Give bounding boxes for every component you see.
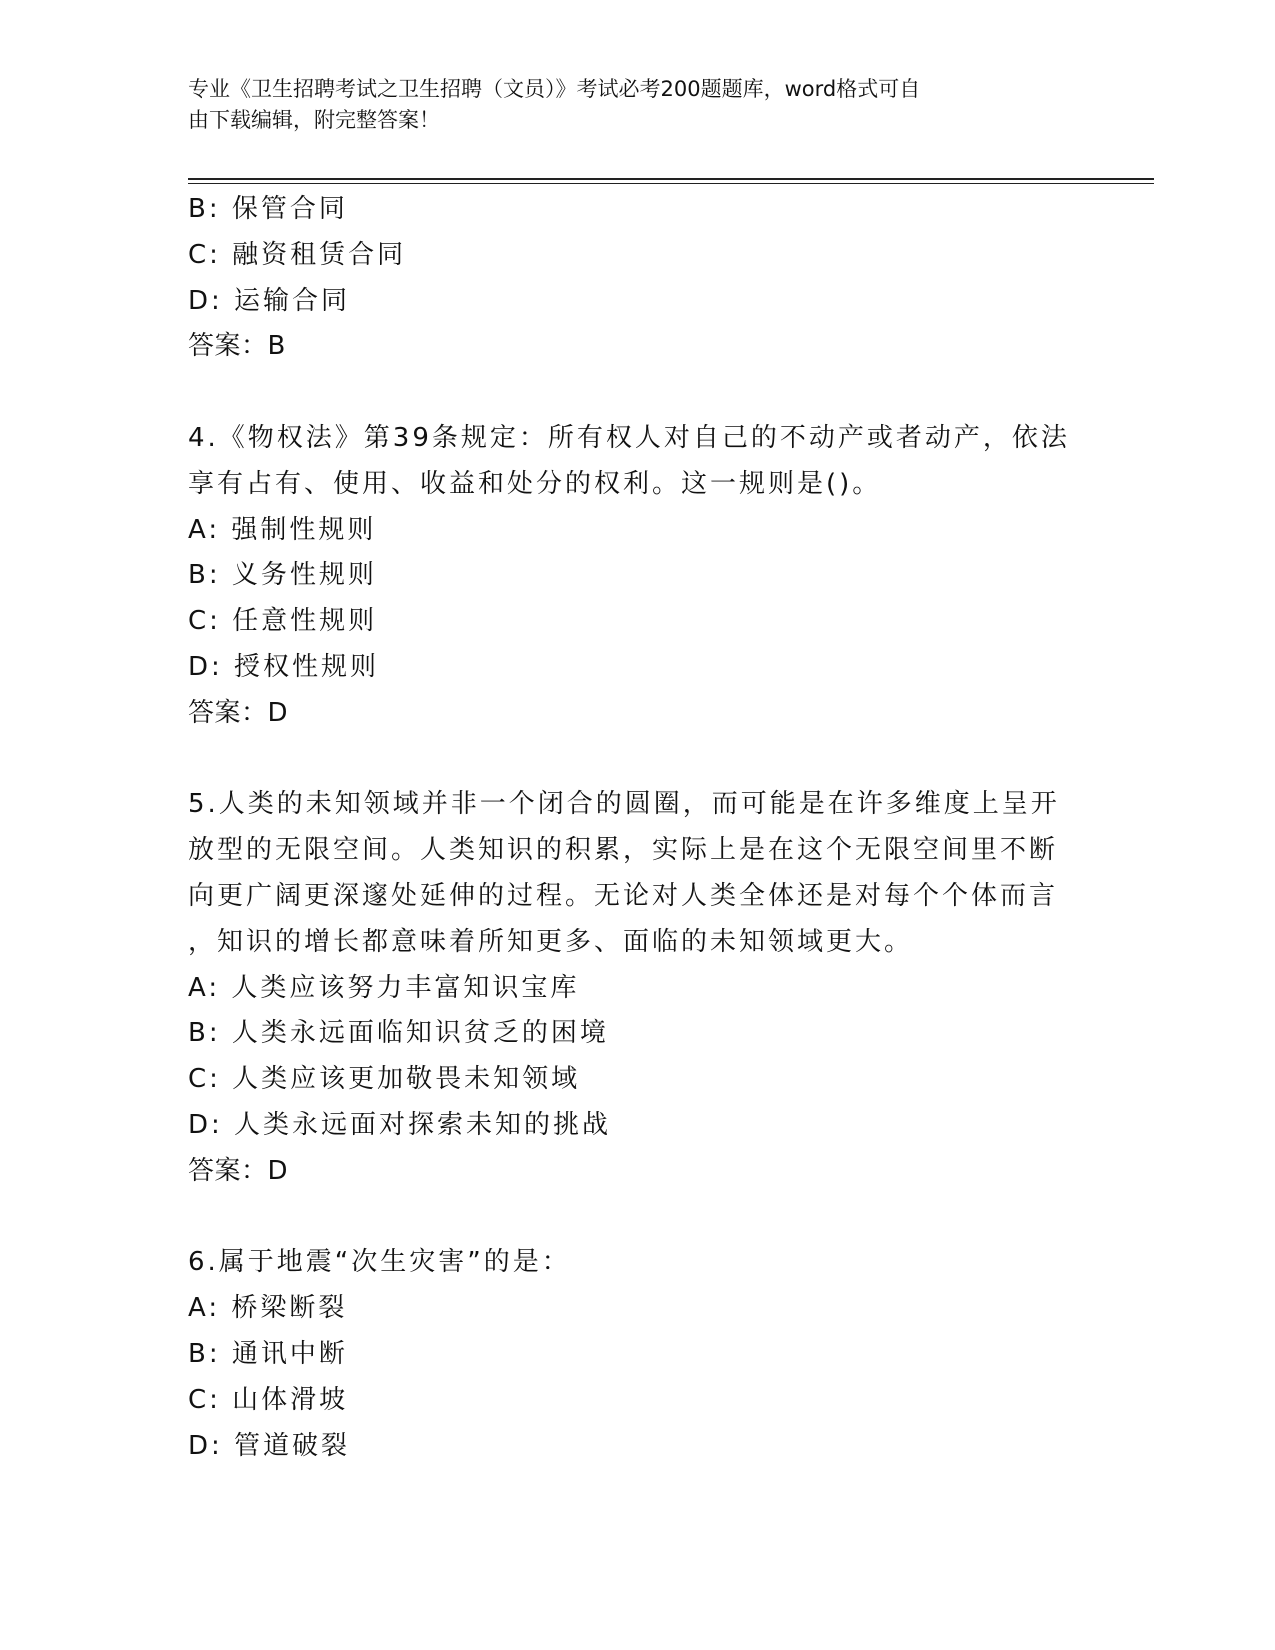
question-text-line: 6.属于地震“次生灾害”的是： [188, 1247, 571, 1278]
option-b: B: 保管合同 [188, 194, 348, 224]
header-rule-thin [188, 183, 1154, 184]
prev-question [188, 187, 1088, 370]
answer: 答案：D [188, 1155, 289, 1186]
spacer [188, 737, 1088, 783]
answer: 答案：B [188, 331, 286, 362]
question-text-line: 5.人类的未知领域并非一个闭合的圆圈，而可能是在许多维度上呈开 [188, 789, 1060, 820]
option-b: B: 人类永远面临知识贫乏的困境 [188, 1018, 609, 1049]
question-6 [188, 1240, 1088, 1469]
document-header [188, 74, 1068, 136]
option-a: A: 人类应该努力丰富知识宝库 [188, 972, 580, 1003]
question-4 [188, 416, 1088, 737]
option-b: B: 义务性规则 [188, 560, 377, 591]
question-text-line: ，知识的增长都意味着所知更多、面临的未知领域更大。 [188, 926, 914, 957]
spacer [188, 370, 1088, 416]
option-d: D: 授权性规则 [188, 651, 380, 682]
option-c: C: 人类应该更加敬畏未知领域 [188, 1064, 581, 1095]
question-text-line: 4.《物权法》第39条规定：所有权人对自己的不动产或者动产，依法 [188, 422, 1070, 453]
option-c: C: 融资租赁合同 [188, 239, 407, 270]
header-rule-thick [188, 178, 1154, 180]
option-a: A: 桥梁断裂 [188, 1293, 348, 1324]
question-text-line: 向更广阔更深邃处延伸的过程。无论对人类全体还是对每个个体而言 [188, 880, 1059, 911]
question-text-line: 享有占有、使用、收益和处分的权利。这一规则是()。 [188, 468, 882, 499]
option-d: D: 管道破裂 [188, 1430, 351, 1461]
option-a: A: 强制性规则 [188, 514, 377, 545]
option-c: C: 任意性规则 [188, 606, 378, 637]
option-d: D: 运输合同 [188, 285, 351, 316]
answer: 答案：D [188, 697, 289, 728]
header-line-1: 专业《卫生招聘考试之卫生招聘（文员）》考试必考200题题库，word格式可自 [188, 77, 921, 101]
question-list [188, 187, 1088, 1469]
option-c: C: 山体滑坡 [188, 1384, 349, 1415]
header-line-2: 由下载编辑，附完整答案！ [188, 108, 440, 132]
question-5 [188, 782, 1088, 1194]
option-b: B: 通讯中断 [188, 1338, 348, 1369]
question-text-line: 放型的无限空间。人类知识的积累，实际上是在这个无限空间里不断 [188, 835, 1059, 866]
spacer [188, 1195, 1088, 1241]
option-d: D: 人类永远面对探索未知的挑战 [188, 1109, 612, 1140]
